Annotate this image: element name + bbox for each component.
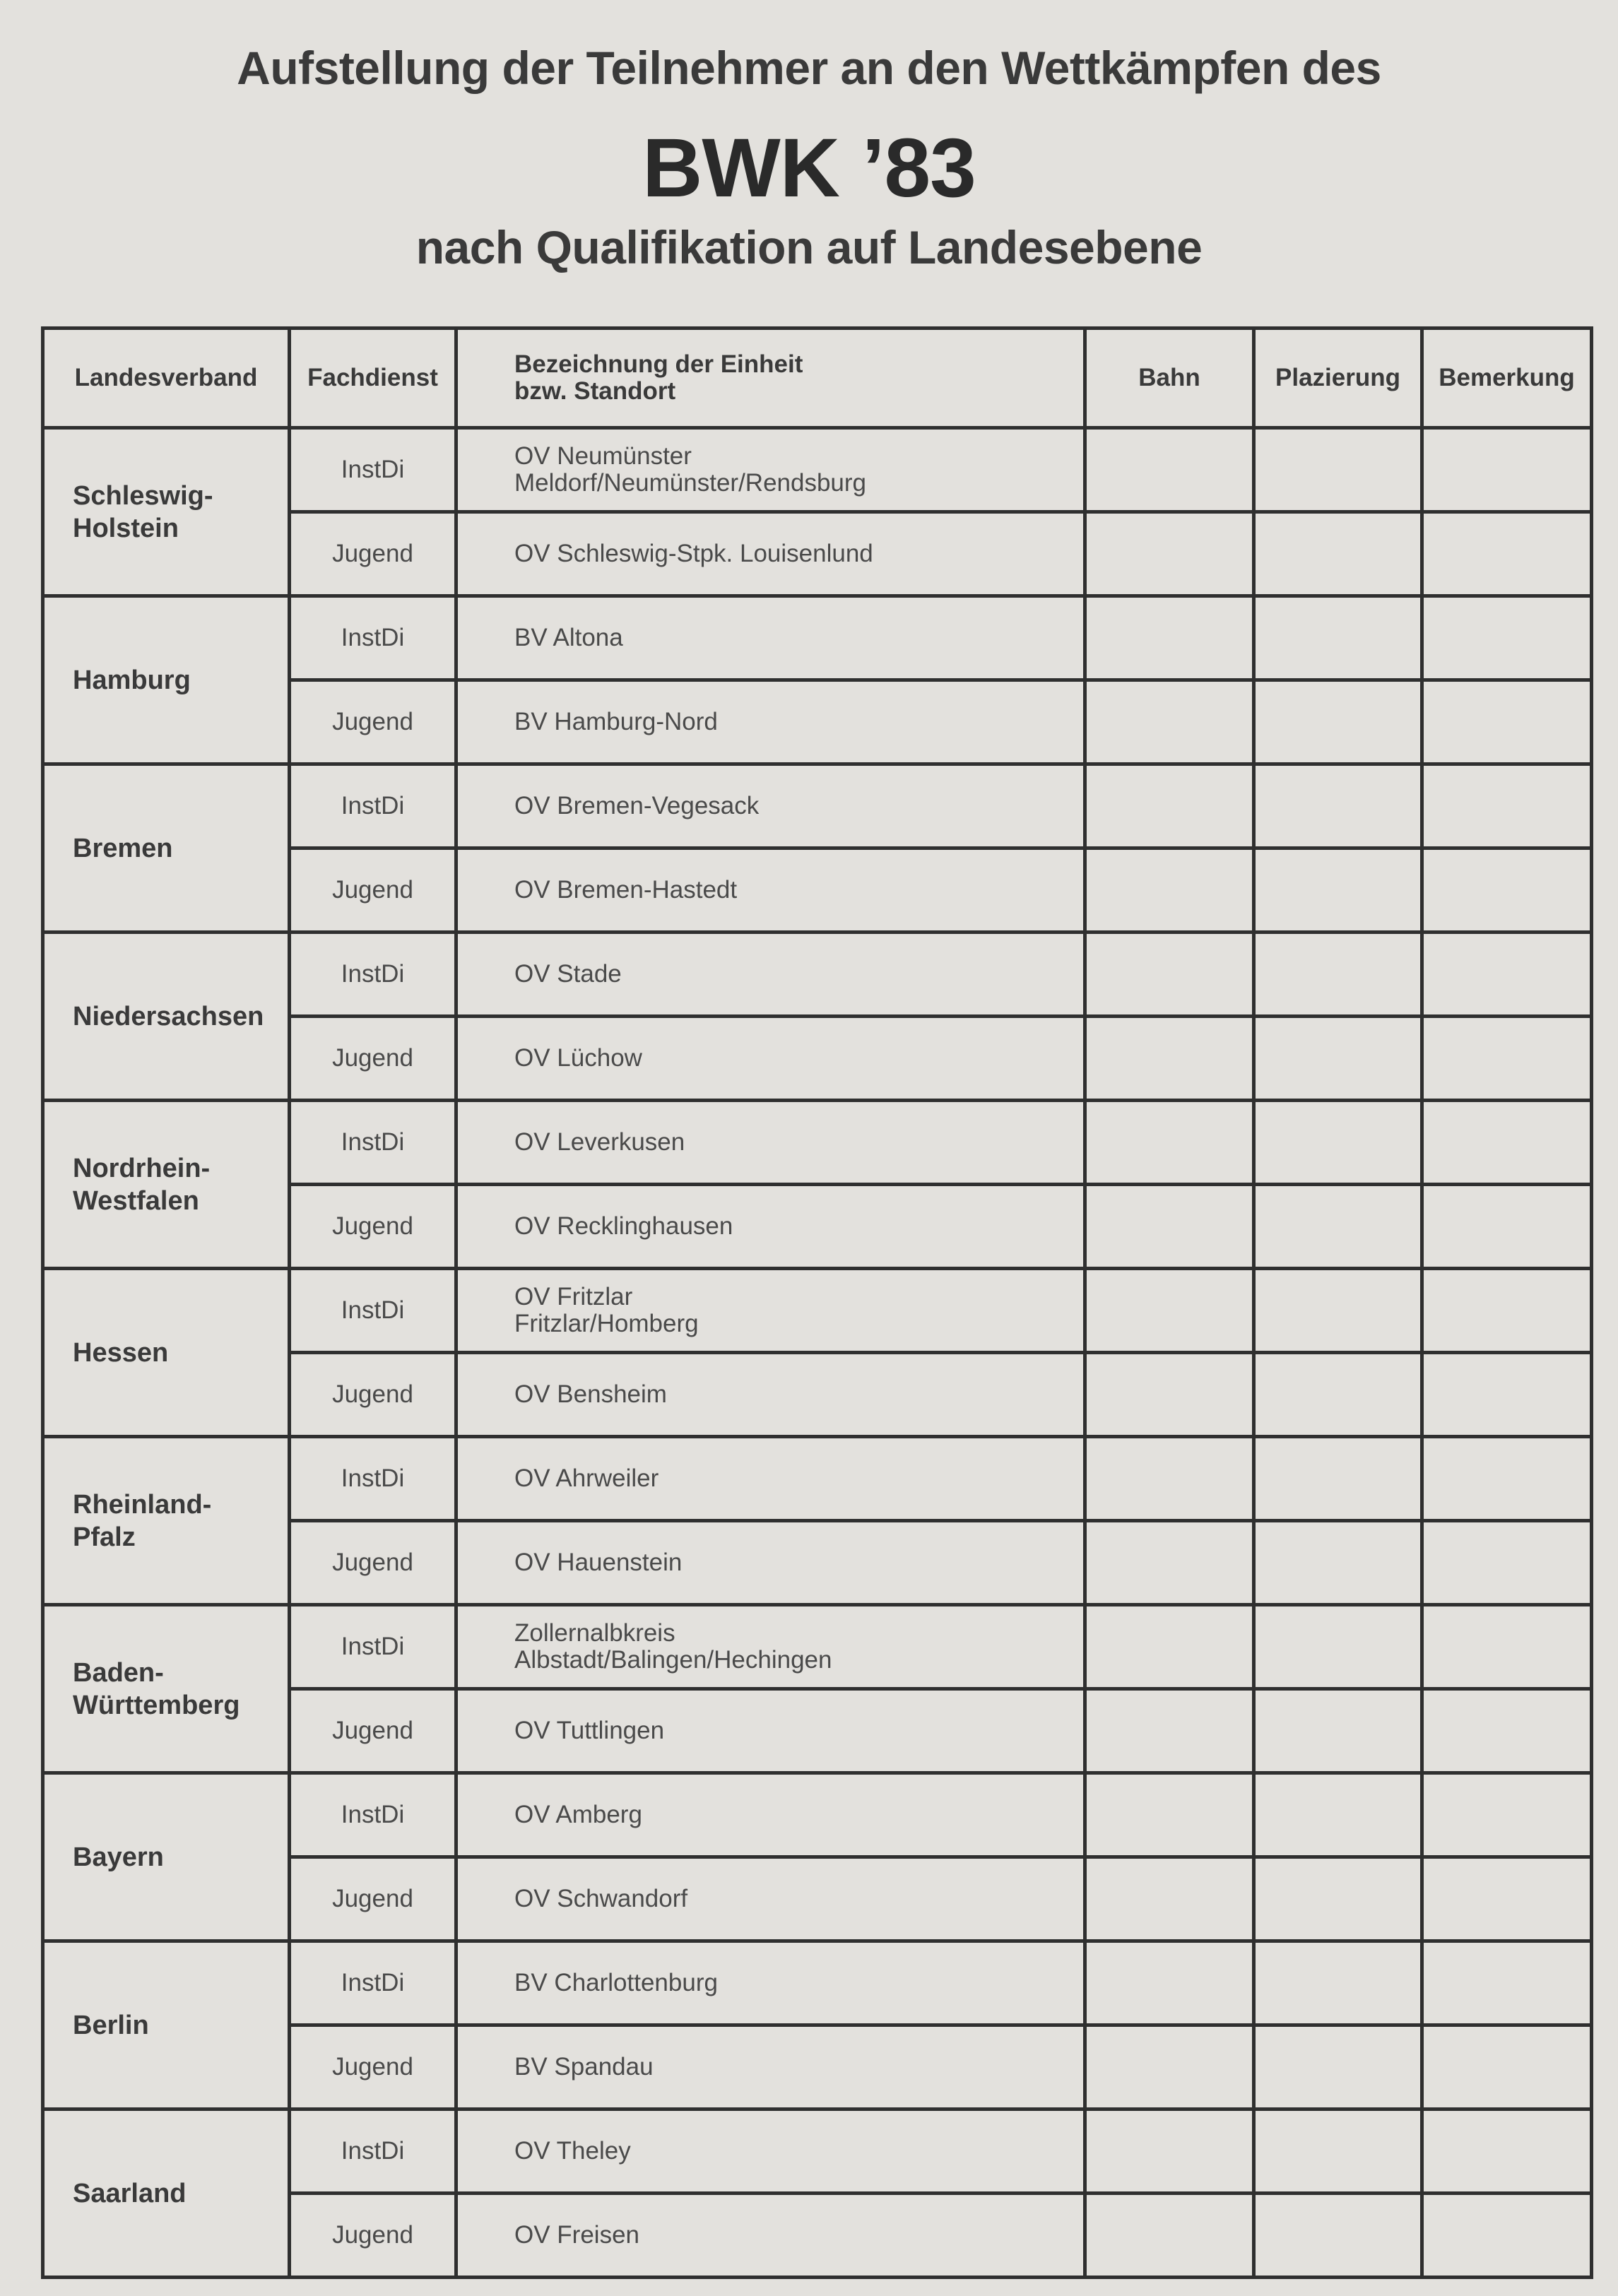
plazierung-cell (1254, 1101, 1422, 1185)
einheit-cell (456, 2194, 1085, 2278)
bemerkung-cell (1422, 428, 1592, 512)
plazierung-cell (1254, 764, 1422, 848)
landesverband-cell: Bayern (43, 1773, 290, 1941)
plazierung-cell (1254, 1941, 1422, 2025)
einheit-cell (456, 1101, 1085, 1185)
plazierung-cell (1254, 1605, 1422, 1689)
einheit-name: OV Fritzlar (514, 1283, 633, 1310)
plazierung-cell (1254, 2109, 1422, 2194)
fachdienst-cell: Jugend (290, 1689, 456, 1773)
header-plazierung: Plazierung (1254, 329, 1422, 428)
fachdienst-cell: InstDi (290, 1101, 456, 1185)
einheit-name: OV Bremen-Hastedt (514, 876, 738, 904)
einheit-name: OV Neumünster (514, 442, 692, 470)
einheit-name: BV Altona (514, 624, 623, 651)
bahn-cell (1085, 1437, 1254, 1521)
table-row (43, 1941, 1592, 2025)
einheit-cell (456, 596, 1085, 680)
einheit-name: OV Tuttlingen (514, 1717, 665, 1744)
table-row (43, 596, 1592, 680)
plazierung-cell (1254, 848, 1422, 933)
bemerkung-cell (1422, 1017, 1592, 1101)
table-row (43, 1773, 1592, 1857)
table-header-row (43, 329, 1592, 428)
bemerkung-cell (1422, 596, 1592, 680)
bemerkung-cell (1422, 764, 1592, 848)
bahn-cell (1085, 1269, 1254, 1353)
landesverband-cell: Nordrhein- Westfalen (43, 1101, 290, 1269)
table-row (43, 1101, 1592, 1185)
einheit-name: OV Schwandorf (514, 1885, 688, 1912)
einheit-cell (456, 1941, 1085, 2025)
einheit-standort: Albstadt/Balingen/Hechingen (514, 1646, 832, 1674)
header-einheit-line2: bzw. Standort (514, 377, 676, 405)
plazierung-cell (1254, 512, 1422, 596)
plazierung-cell (1254, 1353, 1422, 1437)
bahn-cell (1085, 512, 1254, 596)
einheit-cell (456, 2109, 1085, 2194)
plazierung-cell (1254, 1269, 1422, 1353)
einheit-name: BV Hamburg-Nord (514, 708, 718, 735)
fachdienst-cell: InstDi (290, 933, 456, 1017)
landesverband-cell: Saarland (43, 2109, 290, 2278)
einheit-standort: Meldorf/Neumünster/Rendsburg (514, 469, 867, 497)
fachdienst-cell: Jugend (290, 2025, 456, 2109)
table-body (43, 428, 1592, 2278)
bemerkung-cell (1422, 1101, 1592, 1185)
bemerkung-cell (1422, 1353, 1592, 1437)
einheit-cell (456, 1269, 1085, 1353)
einheit-cell (456, 1521, 1085, 1605)
bahn-cell (1085, 428, 1254, 512)
fachdienst-cell: Jugend (290, 848, 456, 933)
bahn-cell (1085, 1605, 1254, 1689)
table-row (43, 933, 1592, 1017)
fachdienst-cell: Jugend (290, 1017, 456, 1101)
table-row (43, 1269, 1592, 1353)
header-einheit-line1: Bezeichnung der Einheit (514, 350, 803, 378)
bemerkung-cell (1422, 2109, 1592, 2194)
fachdienst-cell: Jugend (290, 1185, 456, 1269)
einheit-name: Zollernalbkreis (514, 1619, 675, 1647)
einheit-cell (456, 1017, 1085, 1101)
einheit-name: OV Amberg (514, 1801, 642, 1828)
bahn-cell (1085, 2025, 1254, 2109)
bemerkung-cell (1422, 1773, 1592, 1857)
einheit-cell (456, 1185, 1085, 1269)
plazierung-cell (1254, 596, 1422, 680)
title-subtitle: nach Qualifikation auf Landesebene (415, 221, 1203, 273)
bemerkung-cell (1422, 2025, 1592, 2109)
bemerkung-cell (1422, 512, 1592, 596)
plazierung-cell (1254, 1437, 1422, 1521)
participants-table (41, 326, 1593, 2279)
einheit-cell (456, 680, 1085, 764)
bahn-cell (1085, 1773, 1254, 1857)
einheit-cell (456, 1857, 1085, 1941)
bemerkung-cell (1422, 848, 1592, 933)
landesverband-cell: Berlin (43, 1941, 290, 2109)
einheit-name: OV Schleswig-Stpk. Louisenlund (514, 540, 873, 567)
einheit-name: OV Stade (514, 960, 622, 988)
einheit-name: OV Freisen (514, 2221, 639, 2249)
plazierung-cell (1254, 933, 1422, 1017)
bahn-cell (1085, 1941, 1254, 2025)
bahn-cell (1085, 1017, 1254, 1101)
bahn-cell (1085, 1857, 1254, 1941)
einheit-name: OV Leverkusen (514, 1128, 685, 1156)
bemerkung-cell (1422, 1437, 1592, 1521)
bahn-cell (1085, 848, 1254, 933)
fachdienst-cell: InstDi (290, 1437, 456, 1521)
plazierung-cell (1254, 680, 1422, 764)
einheit-cell (456, 848, 1085, 933)
bemerkung-cell (1422, 1185, 1592, 1269)
einheit-cell (456, 933, 1085, 1017)
einheit-name: OV Bremen-Vegesack (514, 792, 760, 819)
bahn-cell (1085, 1689, 1254, 1773)
bahn-cell (1085, 933, 1254, 1017)
einheit-name: OV Lüchow (514, 1044, 642, 1072)
landesverband-cell: Hessen (43, 1269, 290, 1437)
header-landesverband: Landesverband (43, 329, 290, 428)
bemerkung-cell (1422, 1689, 1592, 1773)
landesverband-cell: Baden- Württemberg (43, 1605, 290, 1773)
einheit-cell (456, 764, 1085, 848)
einheit-name: BV Charlottenburg (514, 1969, 718, 1996)
fachdienst-cell: Jugend (290, 1521, 456, 1605)
einheit-cell (456, 1353, 1085, 1437)
bemerkung-cell (1422, 1269, 1592, 1353)
landesverband-cell: Schleswig- Holstein (43, 428, 290, 596)
header-bemerkung: Bemerkung (1422, 329, 1592, 428)
fachdienst-cell: Jugend (290, 512, 456, 596)
plazierung-cell (1254, 428, 1422, 512)
fachdienst-cell: Jugend (290, 2194, 456, 2278)
einheit-cell (456, 428, 1085, 512)
fachdienst-cell: InstDi (290, 428, 456, 512)
bemerkung-cell (1422, 680, 1592, 764)
einheit-cell (456, 512, 1085, 596)
bemerkung-cell (1422, 1857, 1592, 1941)
bahn-cell (1085, 764, 1254, 848)
fachdienst-cell: InstDi (290, 1269, 456, 1353)
plazierung-cell (1254, 1185, 1422, 1269)
einheit-name: OV Ahrweiler (514, 1464, 659, 1492)
bemerkung-cell (1422, 2194, 1592, 2278)
fachdienst-cell: InstDi (290, 596, 456, 680)
landesverband-cell: Rheinland- Pfalz (43, 1437, 290, 1605)
table-row (43, 2109, 1592, 2194)
plazierung-cell (1254, 1521, 1422, 1605)
plazierung-cell (1254, 2194, 1422, 2278)
einheit-cell (456, 1689, 1085, 1773)
fachdienst-cell: InstDi (290, 1773, 456, 1857)
header-einheit (456, 329, 1085, 428)
einheit-name: OV Theley (514, 2137, 631, 2165)
header-bahn: Bahn (1085, 329, 1254, 428)
bahn-cell (1085, 596, 1254, 680)
fachdienst-cell: Jugend (290, 1857, 456, 1941)
einheit-name: OV Recklinghausen (514, 1212, 733, 1240)
plazierung-cell (1254, 1017, 1422, 1101)
fachdienst-cell: InstDi (290, 1941, 456, 2025)
plazierung-cell (1254, 2025, 1422, 2109)
fachdienst-cell: Jugend (290, 1353, 456, 1437)
landesverband-cell: Hamburg (43, 596, 290, 764)
fachdienst-cell: InstDi (290, 764, 456, 848)
bahn-cell (1085, 1185, 1254, 1269)
fachdienst-cell: InstDi (290, 2109, 456, 2194)
bemerkung-cell (1422, 933, 1592, 1017)
table-row (43, 1437, 1592, 1521)
table-row (43, 428, 1592, 512)
einheit-name: BV Spandau (514, 2053, 654, 2081)
bahn-cell (1085, 680, 1254, 764)
plazierung-cell (1254, 1773, 1422, 1857)
einheit-cell (456, 2025, 1085, 2109)
bahn-cell (1085, 2109, 1254, 2194)
table-row (43, 764, 1592, 848)
table-row (43, 1605, 1592, 1689)
einheit-standort: Fritzlar/Homberg (514, 1310, 699, 1337)
einheit-cell (456, 1773, 1085, 1857)
title-line-1: Aufstellung der Teilnehmer an den Wettkämpfen des (237, 42, 1381, 94)
bemerkung-cell (1422, 1605, 1592, 1689)
bahn-cell (1085, 1521, 1254, 1605)
einheit-name: OV Hauenstein (514, 1549, 683, 1576)
header-fachdienst: Fachdienst (290, 329, 456, 428)
plazierung-cell (1254, 1857, 1422, 1941)
fachdienst-cell: Jugend (290, 680, 456, 764)
bemerkung-cell (1422, 1941, 1592, 2025)
title-main: BWK ’83 (642, 122, 976, 215)
plazierung-cell (1254, 1689, 1422, 1773)
einheit-cell (456, 1437, 1085, 1521)
bahn-cell (1085, 1101, 1254, 1185)
bahn-cell (1085, 1353, 1254, 1437)
einheit-cell (456, 1605, 1085, 1689)
fachdienst-cell: InstDi (290, 1605, 456, 1689)
bemerkung-cell (1422, 1521, 1592, 1605)
landesverband-cell: Bremen (43, 764, 290, 933)
bahn-cell (1085, 2194, 1254, 2278)
landesverband-cell: Niedersachsen (43, 933, 290, 1101)
einheit-name: OV Bensheim (514, 1380, 667, 1408)
